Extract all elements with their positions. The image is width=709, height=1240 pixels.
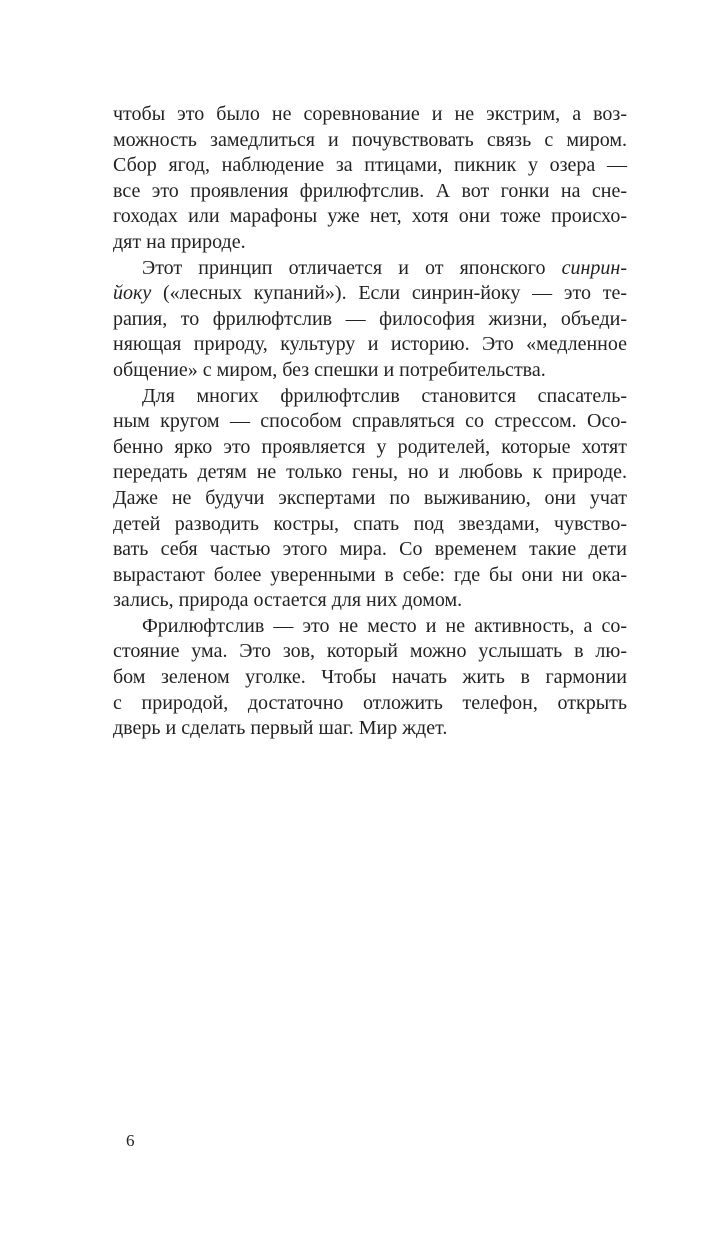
text-segment: все это проявления фрилюфтслив. А вот гонки на сне- — [113, 179, 627, 202]
paragraph — [113, 102, 627, 256]
text-segment: ным кругом — способом справляться со стрессом. Осо- — [113, 410, 627, 433]
italic-term: синрин- — [561, 256, 627, 279]
text-line — [113, 358, 627, 384]
text-segment: гоходах или марафоны уже нет, хотя они тоже происхо- — [113, 205, 627, 228]
text-segment: с природой, достаточно отложить телефон, открыть — [113, 691, 627, 714]
text-line — [113, 588, 627, 614]
text-segment: рапия, то фрилюфтслив — философия жизни, объеди- — [113, 307, 627, 330]
text-line — [113, 281, 627, 307]
text-line — [113, 460, 627, 486]
text-segment: вырастают более уверенными в себе: где бы они ни ока- — [113, 563, 627, 586]
text-segment: вать себя частью этого мира. Со временем такие дети — [113, 538, 627, 561]
italic-term: йоку — [113, 282, 152, 305]
text-line — [113, 179, 627, 205]
text-line — [113, 153, 627, 179]
text-line — [113, 409, 627, 435]
text-line — [113, 230, 627, 256]
text-line — [113, 716, 627, 742]
text-line — [113, 332, 627, 358]
text-segment: бенно ярко это проявляется у родителей, которые хотят — [113, 435, 627, 458]
text-segment: чтобы это было не соревнование и не экстрим, а воз- — [113, 103, 627, 125]
paragraph — [113, 384, 627, 614]
text-line — [113, 204, 627, 230]
text-segment: дверь и сделать первый шаг. Мир ждет. — [113, 717, 448, 740]
page-number: 6 — [126, 1131, 135, 1150]
text-segment: («лесных купаний»). Если синрин-йоку — это те- — [151, 282, 627, 305]
text-block — [113, 102, 627, 742]
text-line — [113, 256, 627, 282]
text-segment: стояние ума. Это зов, который можно услышать в лю- — [113, 640, 627, 663]
text-line — [113, 537, 627, 563]
text-line — [113, 486, 627, 512]
text-segment: Даже не будучи экспертами по выживанию, они учат — [113, 486, 627, 509]
text-line — [113, 614, 627, 640]
text-segment: бом зеленом уголке. Чтобы начать жить в гармонии — [113, 666, 627, 689]
text-segment: передать детям не только гены, но и любовь к природе. — [113, 461, 627, 484]
text-line — [113, 665, 627, 691]
text-segment: можность замедлиться и почувствовать связь с миром. — [113, 128, 627, 151]
text-line — [113, 384, 627, 410]
paragraph — [113, 256, 627, 384]
text-line — [113, 639, 627, 665]
text-line — [113, 691, 627, 717]
text-line — [113, 307, 627, 333]
text-segment: Фрилюфтслив — это не место и не активность, а со- — [142, 614, 627, 637]
text-segment: Сбор ягод, наблюдение за птицами, пикник у озера — — [113, 154, 627, 177]
text-line — [113, 563, 627, 589]
text-segment: зались, природа остается для них домом. — [113, 589, 463, 612]
text-segment: дят на природе. — [113, 230, 246, 253]
text-segment: общение» с миром, без спешки и потребительства. — [113, 358, 546, 381]
text-segment: Этот принцип отличается и от японского — [142, 256, 562, 279]
text-line — [113, 435, 627, 461]
paragraph — [113, 614, 627, 742]
text-segment: детей разводить костры, спать под звездами, чувство- — [113, 512, 627, 535]
text-line — [113, 128, 627, 154]
text-line — [113, 512, 627, 538]
text-segment: Для многих фрилюфтслив становится спасатель- — [142, 384, 627, 407]
text-line — [113, 102, 627, 128]
text-segment: няющая природу, культуру и историю. Это «медленное — [113, 333, 627, 356]
